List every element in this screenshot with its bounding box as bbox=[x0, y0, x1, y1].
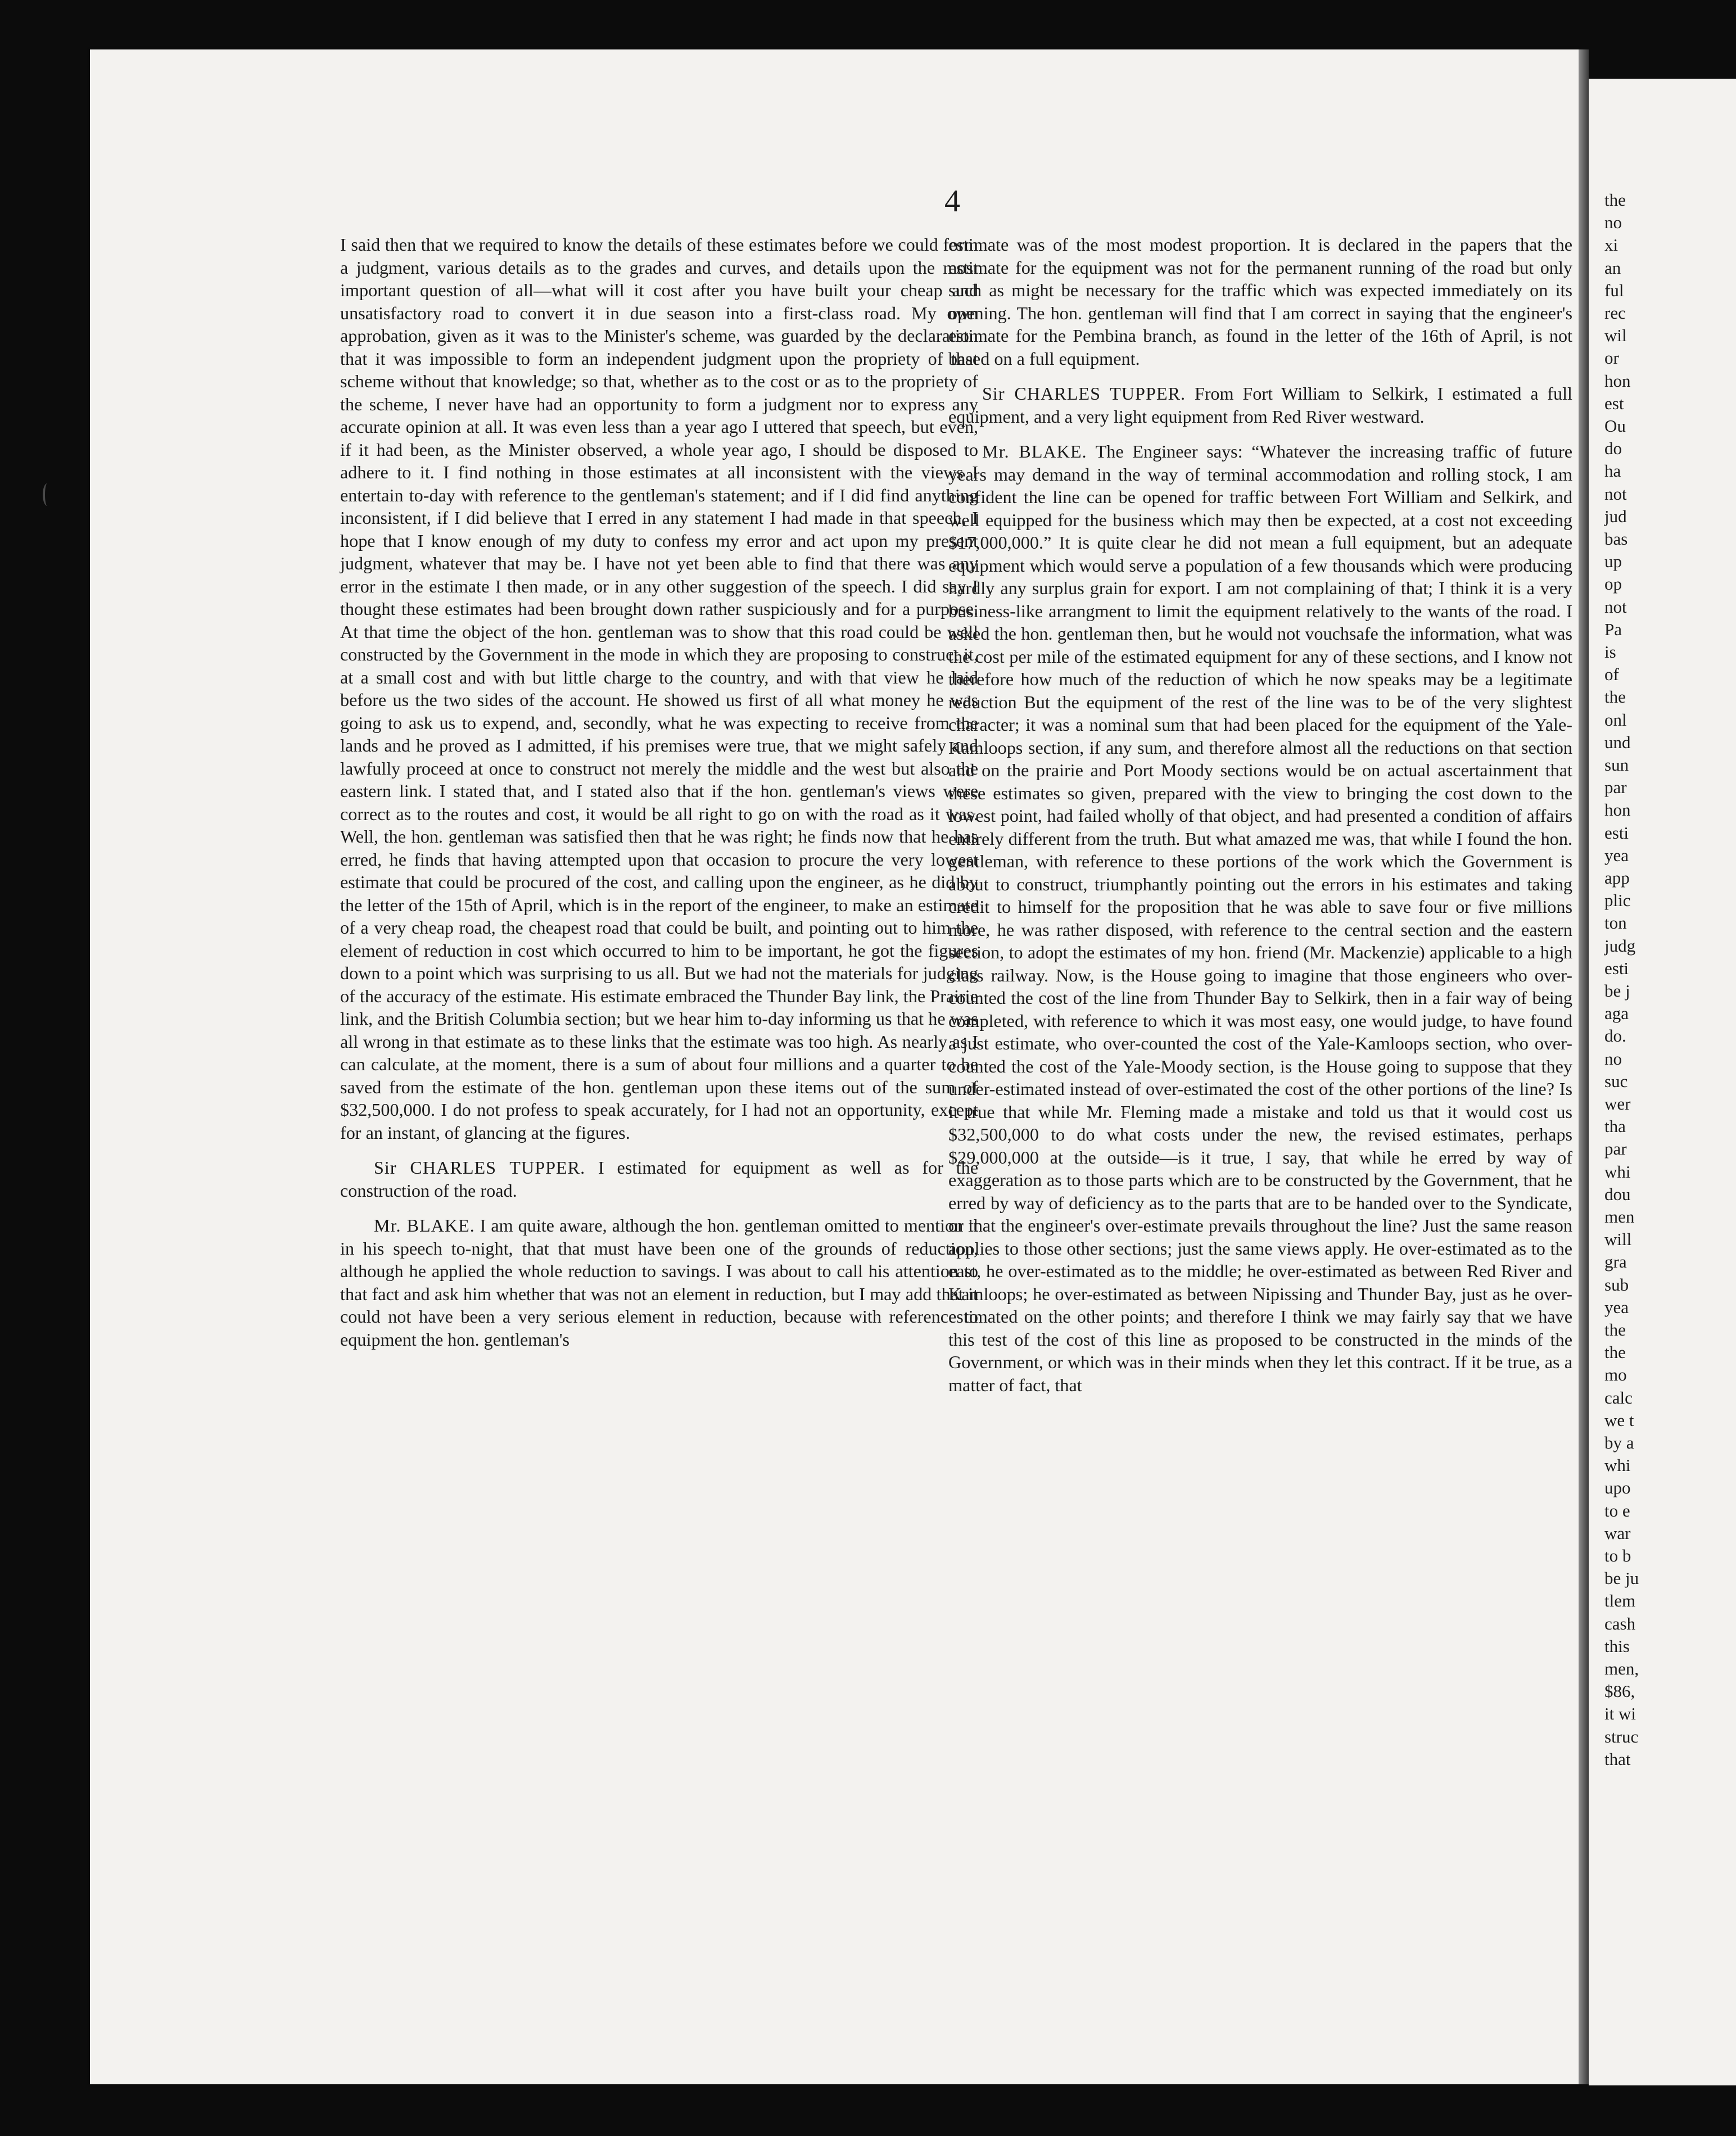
page-number: 4 bbox=[944, 184, 960, 219]
adjacent-page-word-fragment: will bbox=[1604, 1229, 1632, 1250]
adjacent-page-word-fragment: this bbox=[1604, 1636, 1630, 1656]
adjacent-page-word-fragment: bas bbox=[1604, 529, 1628, 549]
paragraph bbox=[948, 382, 1572, 428]
left-column bbox=[340, 233, 978, 1363]
adjacent-page-word-fragment: the bbox=[1604, 1320, 1626, 1339]
adjacent-page-word-fragment: aga bbox=[1604, 1003, 1629, 1024]
paragraph-text: I am quite aware, although the hon. gentleman omitted to mention it in his speech to-night, that that must have been one of the grounds of reduction, although he applied the whole reduction to savings. I was about to call his attention to that fact and ask him whether that was not an element in reduction, but I may add that it could not have been a very serious element in reduction, because with reference to equipment the hon. gentleman's bbox=[340, 1215, 979, 1350]
adjacent-page-word-fragment: tlem bbox=[1604, 1591, 1636, 1611]
adjacent-page-word-fragment: jud bbox=[1604, 506, 1627, 526]
adjacent-page-word-fragment: no bbox=[1604, 212, 1622, 233]
adjacent-page-word-fragment: be ju bbox=[1604, 1568, 1639, 1589]
adjacent-page-word-fragment: app bbox=[1604, 868, 1630, 888]
adjacent-page-word-fragment: suc bbox=[1604, 1071, 1628, 1091]
adjacent-page-word-fragment: gra bbox=[1604, 1252, 1627, 1272]
adjacent-page-word-fragment: par bbox=[1604, 777, 1627, 798]
adjacent-page-word-fragment: mo bbox=[1604, 1365, 1627, 1385]
adjacent-page-word-fragment: calc bbox=[1604, 1387, 1633, 1408]
adjacent-page-word-fragment: judg bbox=[1604, 935, 1636, 956]
adjacent-page-word-fragment: und bbox=[1604, 732, 1631, 752]
adjacent-page-word-fragment: $86, bbox=[1604, 1681, 1635, 1701]
adjacent-page-word-fragment: plic bbox=[1604, 890, 1631, 911]
adjacent-page-word-fragment: of bbox=[1604, 664, 1619, 685]
adjacent-page-word-fragment: struc bbox=[1604, 1726, 1639, 1746]
adjacent-page-word-fragment: hon bbox=[1604, 370, 1631, 391]
adjacent-page-word-fragment: op bbox=[1604, 574, 1622, 594]
adjacent-page-word-fragment: no bbox=[1604, 1048, 1622, 1069]
adjacent-page-word-fragment: men bbox=[1604, 1207, 1635, 1227]
adjacent-page-fragment bbox=[1589, 79, 1736, 2085]
adjacent-page-word-fragment: cash bbox=[1604, 1613, 1636, 1633]
page-edge-shadow bbox=[1579, 49, 1589, 2084]
adjacent-page-word-fragment: not bbox=[1604, 483, 1627, 504]
adjacent-page-word-fragment: Ou bbox=[1604, 416, 1626, 436]
adjacent-page-word-fragment: dou bbox=[1604, 1184, 1631, 1204]
adjacent-page-word-fragment: upo bbox=[1604, 1478, 1631, 1498]
adjacent-page-word-fragment: ful bbox=[1604, 280, 1624, 300]
adjacent-page-word-fragment: esti bbox=[1604, 958, 1629, 978]
adjacent-page-word-fragment: do bbox=[1604, 438, 1622, 459]
adjacent-page-word-fragment: est bbox=[1604, 393, 1624, 413]
adjacent-page-word-fragment: the bbox=[1604, 687, 1626, 707]
adjacent-page-word-fragment: to b bbox=[1604, 1546, 1631, 1565]
adjacent-page-word-fragment: Pa bbox=[1604, 619, 1622, 639]
adjacent-page-word-fragment: war bbox=[1604, 1523, 1631, 1543]
adjacent-page-word-fragment: yea bbox=[1604, 1297, 1629, 1317]
adjacent-page-word-fragment: the bbox=[1604, 190, 1626, 210]
adjacent-page-word-fragment: rec bbox=[1604, 303, 1626, 323]
adjacent-page-word-fragment: that bbox=[1604, 1749, 1631, 1769]
adjacent-page-word-fragment: an bbox=[1604, 257, 1621, 278]
adjacent-page-word-fragment: it wi bbox=[1604, 1704, 1636, 1724]
paragraph-text: estimate was of the most modest proportion. It is declared in the papers that the estimate for the equipment was not for the permanent running of the road but only such as might be necessary for the traffic which was expected immediately on its opening. The hon. gentleman will find that I am correct in saying that the engineer's estimate for the Pembina branch, as found in the letter of the 16th of April, is not based on a full equipment. bbox=[948, 234, 1572, 369]
adjacent-page-word-fragment: is bbox=[1604, 642, 1616, 662]
paragraph bbox=[340, 233, 978, 1144]
paragraph bbox=[340, 1214, 978, 1351]
adjacent-page-word-fragment: to e bbox=[1604, 1500, 1630, 1520]
adjacent-page-word-fragment: do. bbox=[1604, 1026, 1626, 1046]
adjacent-page-word-fragment: tha bbox=[1604, 1116, 1626, 1137]
adjacent-page-word-fragment: wil bbox=[1604, 325, 1627, 346]
adjacent-page-word-fragment: par bbox=[1604, 1139, 1627, 1159]
paragraph bbox=[340, 1156, 978, 1202]
adjacent-page-word-fragment: esti bbox=[1604, 822, 1629, 843]
adjacent-page-word-fragment: we t bbox=[1604, 1410, 1634, 1430]
paragraph-text: From Fort William to Selkirk, I estimated a full equipment, and a very light equipment from Red River westward. bbox=[948, 383, 1572, 427]
paragraph bbox=[948, 233, 1572, 370]
adjacent-page-word-fragment: ton bbox=[1604, 913, 1627, 933]
adjacent-page-word-fragment: hon bbox=[1604, 800, 1631, 820]
paragraph-text: I said then that we required to know the details of these estimates before we could form a judgment, various details as to the grades and curves, and details upon the most important question of all—what will it cost after you have built your cheap and unsatisfactory road to convert it in due season into a first-class road. My own approbation, given as it was to the Minister's scheme, was guarded by the declaration that it was impossible to form an independent judgment upon the propriety of that scheme without that knowledge; so that, whether as to the cost or as to the propriety of the scheme, I never have had an opportunity to form a judgment nor to express any accurate opinion at all. It was even less than a year ago I uttered that speech, but even, if it had been, as the Minister observed, a whole year ago, I should be disposed to adhere to it. I find nothing in those estimates at all inconsistent with the views I entertain to-day with reference to the gentleman's statement; and if I did find anything inconsistent, if I did believe that I erred in any statement I had made in that speech, I hope that I know enough of my duty to confess my error and act upon my present judgment, whatever that may be. I have not yet been able to find that there was any error in the estimate I then made, or in any other suggestion of the speech. I did say I thought these estimates had been brought down rather suspiciously and for a purpose. At that time the object of the hon. gentleman was to show that this road could be well constructed by the Government in the mode in which they are proposing to construct it, at a small cost and with but little charge to the country, and with that view he laid before us the two sides of the account. He showed us first of all what money he was going to ask us to expend, and, secondly, what he was expecting to receive from the lands and he proved as I admitted, if his premises were true, that we might safely and lawfully proceed at once to construct not merely the middle and the west but also the eastern link. I stated that, and I stated also that if the hon. gentleman's views were correct as to the routes and cost, it would be all right to go on with the road as it was. Well, the hon. gentleman was satisfied then that he was right; he finds now that he has erred, he finds that having attempted upon that occasion to procure the very lowest estimate that could be procured of the cost, and calling upon the engineer, as he did by the letter of the 15th of April, which is in the report of the engineer, to make an estimate of a very cheap road, the cheapest road that could be built, and pointing out to him the element of reduction in cost which occurred to him to be important, he got the figures down to a point which was surprising to us all. But we had not the materials for judging of the accuracy of the estimate. His estimate embraced the Thunder Bay link, the Prairie link, and the British Columbia section; but we hear him to-day informing us that he was all wrong in that estimate as to these links that the estimate was too high. As nearly as I can calculate, at the moment, there is a sum of about four millions and a quarter to be saved from the estimate of the hon. gentleman upon these items out of the sum of $32,500,000. I do not profess to speak accurately, for I had not an opportunity, except for an instant, of glancing at the figures. bbox=[340, 234, 978, 1143]
adjacent-page-word-fragment: yea bbox=[1604, 845, 1629, 865]
adjacent-page-word-fragment: whi bbox=[1604, 1161, 1631, 1182]
speaker-name: Sir CHARLES TUPPER. bbox=[982, 383, 1186, 404]
adjacent-page-word-fragment: wer bbox=[1604, 1094, 1631, 1114]
adjacent-page-word-fragment: up bbox=[1604, 551, 1622, 572]
paragraph-text: I estimated for equipment as well as for the construction of the road. bbox=[340, 1157, 978, 1201]
speaker-name: Mr. BLAKE. bbox=[982, 441, 1087, 461]
speaker-name: Mr. BLAKE. bbox=[374, 1215, 475, 1236]
adjacent-page-word-fragment: men, bbox=[1604, 1659, 1639, 1678]
scanned-page bbox=[90, 49, 1579, 2084]
adjacent-page-word-fragment: onl bbox=[1604, 709, 1627, 730]
paragraph bbox=[948, 440, 1572, 1396]
adjacent-page-word-fragment: the bbox=[1604, 1342, 1626, 1363]
adjacent-page-word-fragment: xi bbox=[1604, 235, 1619, 255]
adjacent-page-word-fragment: be j bbox=[1604, 981, 1630, 1001]
adjacent-page-word-fragment: sub bbox=[1604, 1274, 1629, 1295]
adjacent-page-word-fragment: by a bbox=[1604, 1433, 1634, 1452]
paragraph-text: The Engineer says: “Whatever the increasing traffic of future years may demand in the way of terminal accommodation and rolling stock, I am confident the line can be opened for traffic between Fort William and Selkirk, and well equipped for the business which may then be expected, at a cost not exceeding $17,000,000.” It is quite clear he did not mean a full equipment, but an adequate equipment which would serve a population of a few thousands which were producing hardly any surplus grain for export. I am not complaining of that; I think it is a very business-like arrangment to limit the equipment relatively to the wants of the road. I asked the hon. gentleman then, but he would not vouchsafe the information, what was the cost per mile of the estimated equipment for any of these sections, and I know not therefore how much of the reduction of which he now speaks may be a legitimate reduction But the equipment of the rest of the line was to be of the very slightest character; it was a nominal sum that had been placed for the equipment of the Yale-Kamloops section, if any sum, and therefore almost all the reductions on that section and on the prairie and Port Moody sections would be on actual ascertainment that these estimates so given, prepared with the view to bringing the cost down to the lowest point, had failed wholly of that object, and had presented a condition of affairs entirely different from the truth. But what amazed me was, that while I found the hon. gentleman, with reference to these portions of the work which the Government is about to construct, triumphantly pointing out the errors in his estimates and taking credit to himself for the proposition that he was able to save four or five millions more, he was rather disposed, with reference to the central section and the eastern section, to adopt the estimates of my hon. friend (Mr. Mackenzie) applicable to a high class railway. Now, is the House going to imagine that those engineers who over-counted the cost of the line from Thunder Bay to Selkirk, then in a fair way of being completed, with reference to which it was most easy, one would judge, to have found a just estimate, who over-counted the cost of the Yale-Kamloops section, who over-counted the cost of the Yale-Moody section, is the House going to suppose that they under-estimated instead of over-estimated the cost of the other portions of the line? Is it true that while Mr. Fleming made a mistake and told us that it would cost us $32,500,000 to do what costs under the new, the revised estimates, perhaps $29,000,000 at the outside—is it true, I say, that while he erred by way of exaggeration as to those parts which are to be constructed by the Government, that he erred by way of deficiency as to the parts that are to be handed over to the Syndicate, or that the engineer's over-estimate prevails throughout the line? Just the same reason applies to those other sections; just the same views apply. He over-estimated as to the east, he over-estimated as to the middle; he over-estimated as between Red River and Kamloops; he over-estimated as between Nipissing and Thunder Bay, just as he over-estimated on the other points; and therefore I think we may fairly say that we have this test of the cost of this line as proposed to be constructed in the minds of the Government, or which was in their minds when they let this contract. If it be true, as a matter of fact, that bbox=[948, 441, 1573, 1395]
adjacent-page-word-fragment: sun bbox=[1604, 755, 1629, 775]
adjacent-page-word-fragment: whi bbox=[1604, 1455, 1631, 1476]
adjacent-page-word-fragment: or bbox=[1604, 348, 1619, 368]
right-column bbox=[948, 233, 1572, 1409]
speaker-name: Sir CHARLES TUPPER. bbox=[374, 1157, 586, 1178]
margin-ink-mark bbox=[43, 483, 52, 506]
adjacent-page-word-fragment: not bbox=[1604, 596, 1627, 617]
adjacent-page-word-fragment: ha bbox=[1604, 461, 1621, 481]
